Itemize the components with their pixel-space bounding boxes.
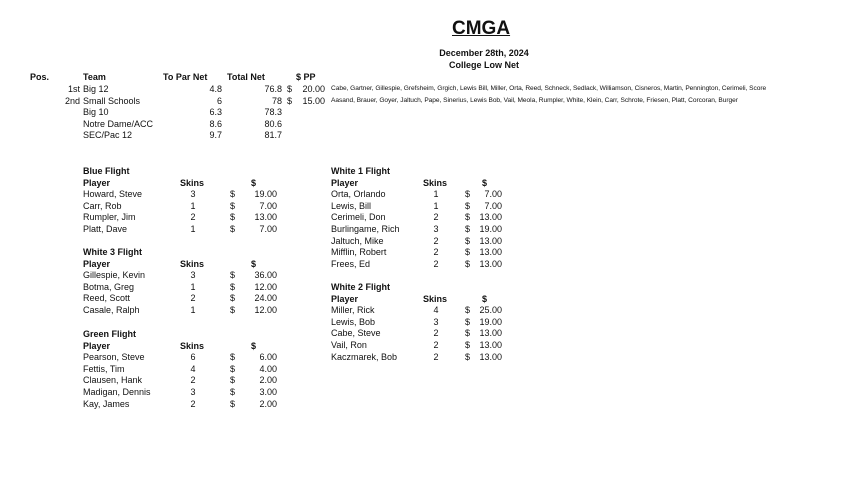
skins-cell: 2 <box>433 258 439 269</box>
amount-cell: 24.00 <box>254 293 277 304</box>
pp-header: $ PP <box>296 72 316 82</box>
player-name-cell: Lewis, Bob <box>331 316 376 327</box>
currency-cell: $ <box>287 84 293 94</box>
amount-cell: 25.00 <box>479 305 502 316</box>
currency-cell: $ <box>230 375 236 386</box>
skins-cell: 2 <box>190 398 196 409</box>
player-name-cell: Jaltuch, Mike <box>331 235 384 246</box>
amount-cell: 4.00 <box>259 363 277 374</box>
position-cell: 2nd <box>64 95 80 106</box>
player-name-cell: Clausen, Hank <box>83 375 143 386</box>
team-players-cell: Aasand, Brauer, Goyer, Jaltuch, Pape, Sinerius, Lewis Bob, Vail, Meola, Rumpler, White, Klein, Carr, Schrote, Friesen, Platt, Corcoran, Burger <box>331 96 738 104</box>
player-name-cell: Lewis, Bill <box>331 200 372 211</box>
currency-cell: $ <box>230 352 236 363</box>
player-name-cell: Botma, Greg <box>83 281 135 292</box>
team-cell: SEC/Pac 12 <box>83 130 133 141</box>
player-name-cell: Rumpler, Jim <box>83 212 136 223</box>
player-name-cell: Cerimeli, Don <box>331 212 386 223</box>
player-name-cell: Gillespie, Kevin <box>83 270 146 281</box>
event-date: December 28th, 2024 <box>439 48 529 58</box>
currency-cell: $ <box>230 363 236 374</box>
skins-cell: 2 <box>433 212 439 223</box>
dollar-header: $ <box>482 293 488 304</box>
amount-cell: 13.00 <box>479 212 502 223</box>
skins-cell: 1 <box>433 200 439 211</box>
skins-cell: 2 <box>190 293 196 304</box>
player-name-cell: Kay, James <box>83 398 130 409</box>
skins-cell: 3 <box>433 224 439 234</box>
skins-header: Skins <box>423 293 448 304</box>
currency-cell: $ <box>230 387 236 397</box>
team-cell: Notre Dame/ACC <box>83 118 154 129</box>
player-name-cell: Madigan, Dennis <box>83 387 151 397</box>
currency-cell: $ <box>465 316 471 327</box>
amount-cell: 3.00 <box>259 387 277 397</box>
amount-cell: 13.00 <box>479 247 502 258</box>
player-name-cell: Kaczmarek, Bob <box>331 351 398 362</box>
currency-cell: $ <box>230 270 236 281</box>
currency-cell: $ <box>465 235 471 246</box>
flight-title: White 3 Flight <box>83 247 142 257</box>
player-header: Player <box>83 258 111 269</box>
currency-cell: $ <box>230 212 236 223</box>
skins-cell: 4 <box>433 305 439 316</box>
amount-cell: 7.00 <box>259 224 277 234</box>
amount-cell: 13.00 <box>479 258 502 269</box>
skins-cell: 2 <box>190 212 196 223</box>
currency-cell: $ <box>465 200 471 211</box>
to-par-cell: 9.7 <box>209 130 222 141</box>
payout-cell: 20.00 <box>302 84 325 94</box>
amount-cell: 13.00 <box>479 340 502 350</box>
amount-cell: 13.00 <box>479 328 502 339</box>
skins-cell: 2 <box>433 340 439 350</box>
skins-header: Skins <box>423 177 448 188</box>
currency-cell: $ <box>465 340 471 350</box>
pos-header: Pos. <box>30 72 50 82</box>
player-name-cell: Casale, Ralph <box>83 305 140 315</box>
team-cell: Small Schools <box>83 95 141 106</box>
player-name-cell: Mifflin, Robert <box>331 247 387 258</box>
dollar-header: $ <box>251 340 257 351</box>
team-header: Team <box>83 72 106 82</box>
skins-cell: 3 <box>190 189 196 200</box>
currency-cell: $ <box>230 293 236 304</box>
skins-cell: 1 <box>433 189 439 200</box>
player-name-cell: Cabe, Steve <box>331 328 381 339</box>
to-par-cell: 8.6 <box>209 118 222 129</box>
total-net-cell: 76.8 <box>264 84 282 94</box>
currency-cell: $ <box>230 189 236 200</box>
amount-cell: 19.00 <box>254 189 277 200</box>
skins-cell: 3 <box>190 270 196 281</box>
event-subtitle: College Low Net <box>448 60 519 70</box>
player-header: Player <box>83 177 111 188</box>
to-par-cell: 6 <box>216 95 222 106</box>
player-name-cell: Platt, Dave <box>83 224 128 234</box>
currency-cell: $ <box>465 189 471 200</box>
skins-cell: 1 <box>190 224 196 234</box>
player-name-cell: Fettis, Tim <box>83 363 125 374</box>
dollar-header: $ <box>251 177 257 188</box>
skins-cell: 6 <box>190 352 196 363</box>
skins-header: Skins <box>180 258 205 269</box>
total-net-cell: 81.7 <box>264 130 282 141</box>
skins-cell: 2 <box>433 328 439 339</box>
player-name-cell: Miller, Rick <box>331 305 375 316</box>
currency-cell: $ <box>230 200 236 211</box>
currency-cell: $ <box>465 212 471 223</box>
currency-cell: $ <box>465 305 471 316</box>
team-players-cell: Cabe, Gartner, Gillespie, Grefsheim, Grgich, Lewis Bill, Miller, Orta, Reed, Schneck, Sedlack, Williamson, Cisneros, Martin, Pennington, Cerimeli, Score <box>331 85 767 92</box>
player-name-cell: Burlingame, Rich <box>331 224 400 234</box>
dollar-header: $ <box>482 177 488 188</box>
player-header: Player <box>331 177 359 188</box>
amount-cell: 7.00 <box>484 189 502 200</box>
amount-cell: 2.00 <box>259 398 277 409</box>
player-header: Player <box>331 293 359 304</box>
flight-title: Blue Flight <box>83 166 130 176</box>
amount-cell: 19.00 <box>479 316 502 327</box>
skins-cell: 3 <box>433 316 439 327</box>
team-cell: Big 10 <box>83 107 109 118</box>
skins-cell: 1 <box>190 281 196 292</box>
total-net-cell: 78 <box>271 95 282 106</box>
currency-cell: $ <box>465 258 471 269</box>
skins-cell: 1 <box>190 305 196 315</box>
currency-cell: $ <box>230 281 236 292</box>
amount-cell: 19.00 <box>479 224 502 234</box>
skins-cell: 1 <box>190 200 196 211</box>
flight-title: Green Flight <box>83 329 137 339</box>
player-name-cell: Pearson, Steve <box>83 352 145 363</box>
skins-cell: 2 <box>433 351 439 362</box>
currency-cell: $ <box>230 398 236 409</box>
player-name-cell: Orta, Orlando <box>331 189 386 200</box>
skins-header: Skins <box>180 340 205 351</box>
amount-cell: 13.00 <box>479 235 502 246</box>
amount-cell: 2.00 <box>259 375 277 386</box>
flight-title: White 2 Flight <box>331 282 390 292</box>
amount-cell: 13.00 <box>479 351 502 362</box>
currency-cell: $ <box>465 328 471 339</box>
player-header: Player <box>83 340 111 351</box>
team-cell: Big 12 <box>83 84 109 94</box>
dollar-header: $ <box>251 258 257 269</box>
skins-cell: 2 <box>433 235 439 246</box>
skins-cell: 2 <box>433 247 439 258</box>
total-header: Total Net <box>227 72 265 82</box>
total-net-cell: 80.6 <box>264 118 282 129</box>
flight-title: White 1 Flight <box>331 166 390 176</box>
amount-cell: 12.00 <box>254 281 277 292</box>
page-title: CMGA <box>452 18 511 39</box>
amount-cell: 7.00 <box>484 200 502 211</box>
player-name-cell: Carr, Rob <box>83 200 122 211</box>
amount-cell: 13.00 <box>254 212 277 223</box>
currency-cell: $ <box>287 95 293 106</box>
skins-cell: 3 <box>190 387 196 397</box>
skins-header: Skins <box>180 177 205 188</box>
currency-cell: $ <box>230 224 236 234</box>
amount-cell: 36.00 <box>254 270 277 281</box>
skins-cell: 2 <box>190 375 196 386</box>
amount-cell: 6.00 <box>259 352 277 363</box>
to-par-header: To Par Net <box>163 72 208 82</box>
currency-cell: $ <box>230 305 236 315</box>
skins-cell: 4 <box>190 363 196 374</box>
to-par-cell: 6.3 <box>209 107 222 118</box>
total-net-cell: 78.3 <box>264 107 282 118</box>
position-cell: 1st <box>67 84 80 94</box>
player-name-cell: Frees, Ed <box>331 258 371 269</box>
currency-cell: $ <box>465 247 471 258</box>
player-name-cell: Howard, Steve <box>83 189 143 200</box>
payout-cell: 15.00 <box>302 95 325 106</box>
amount-cell: 7.00 <box>259 200 277 211</box>
currency-cell: $ <box>465 351 471 362</box>
amount-cell: 12.00 <box>254 305 277 315</box>
player-name-cell: Reed, Scott <box>83 293 131 304</box>
to-par-cell: 4.8 <box>209 84 222 94</box>
currency-cell: $ <box>465 224 471 234</box>
player-name-cell: Vail, Ron <box>331 340 367 350</box>
